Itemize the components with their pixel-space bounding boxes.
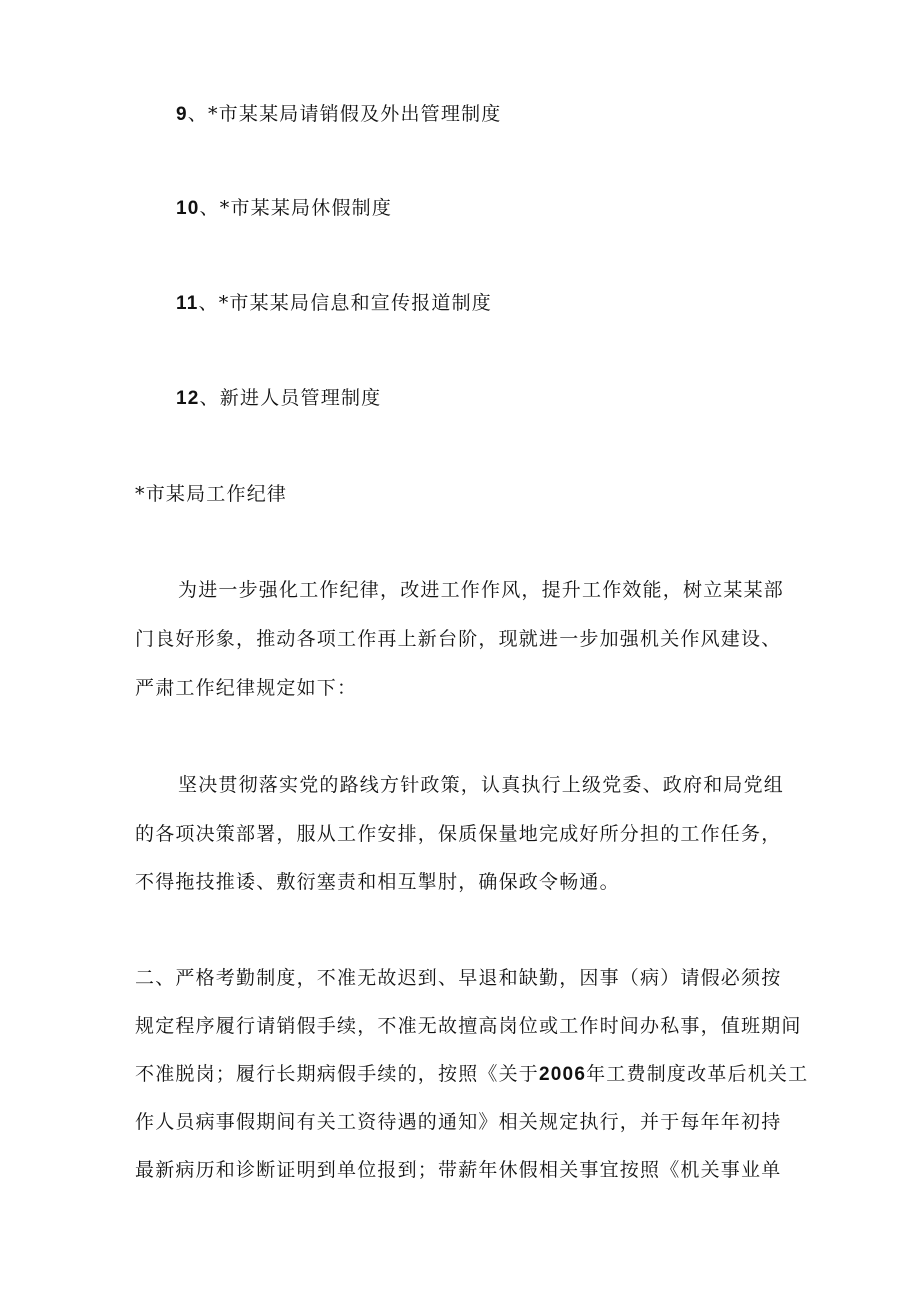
- list-item-separator: 、: [198, 292, 219, 314]
- list-item-separator: 、: [199, 387, 220, 409]
- paragraph-line: 规定程序履行请销假手续，不准无故擅高岗位或工作时间办私事，值班期间: [135, 1015, 802, 1037]
- paragraph-line: 为进一步强化工作纪律，改进工作作风，提升工作效能，树立某某部: [178, 579, 785, 601]
- list-item-number: 10: [176, 198, 200, 219]
- list-item-number: 9: [176, 104, 188, 125]
- line-segment: 不准脱岗；履行长期病假手续的，按照《关于: [135, 1063, 540, 1085]
- paragraph-line: 二、严格考勤制度，不准无故迟到、早退和缺勤，因事（病）请假必须按: [135, 967, 782, 989]
- list-item-text: *市某某局请销假及外出管理制度: [207, 103, 502, 125]
- paragraph-line: 作人员病事假期间有关工资待遇的通知》相关规定执行，并于每年年初持: [135, 1111, 782, 1133]
- list-item-separator: 、: [187, 103, 208, 125]
- list-item-separator: 、: [199, 197, 220, 219]
- list-item-12: [176, 386, 381, 411]
- paragraph-line: 不得拖技推诿、敷衍塞责和相互掣肘，确保政令畅通。: [135, 871, 620, 893]
- paragraph-line: 的各项决策部署，服从工作安排，保质保量地完成好所分担的工作任务，: [135, 823, 782, 845]
- list-item-9: [176, 102, 502, 127]
- paragraph-line: 坚决贯彻落实党的路线方针政策，认真执行上级党委、政府和局党组: [178, 774, 785, 796]
- paragraph-line: [135, 1062, 808, 1087]
- list-item-11: [176, 291, 492, 316]
- year-number: 2006: [539, 1064, 587, 1085]
- list-item-text: *市某某局信息和宣传报道制度: [218, 292, 493, 314]
- paragraph-line: 最新病历和诊断证明到单位报到；带薪年休假相关事宜按照《机关事业单: [135, 1159, 782, 1181]
- list-item-10: [176, 196, 392, 221]
- line-segment: 年工费制度改革后机关工: [586, 1063, 809, 1085]
- list-item-number: 12: [176, 388, 200, 409]
- paragraph-line: 严肃工作纪律规定如下：: [135, 677, 358, 699]
- list-item-number: 11: [176, 293, 199, 314]
- list-item-text: 新进人员管理制度: [219, 387, 382, 409]
- section-title: *市某局工作纪律: [135, 483, 288, 505]
- paragraph-line: 门良好形象，推动各项工作再上新台阶，现就进一步加强机关作风建设、: [135, 628, 782, 650]
- list-item-text: *市某某局休假制度: [219, 197, 393, 219]
